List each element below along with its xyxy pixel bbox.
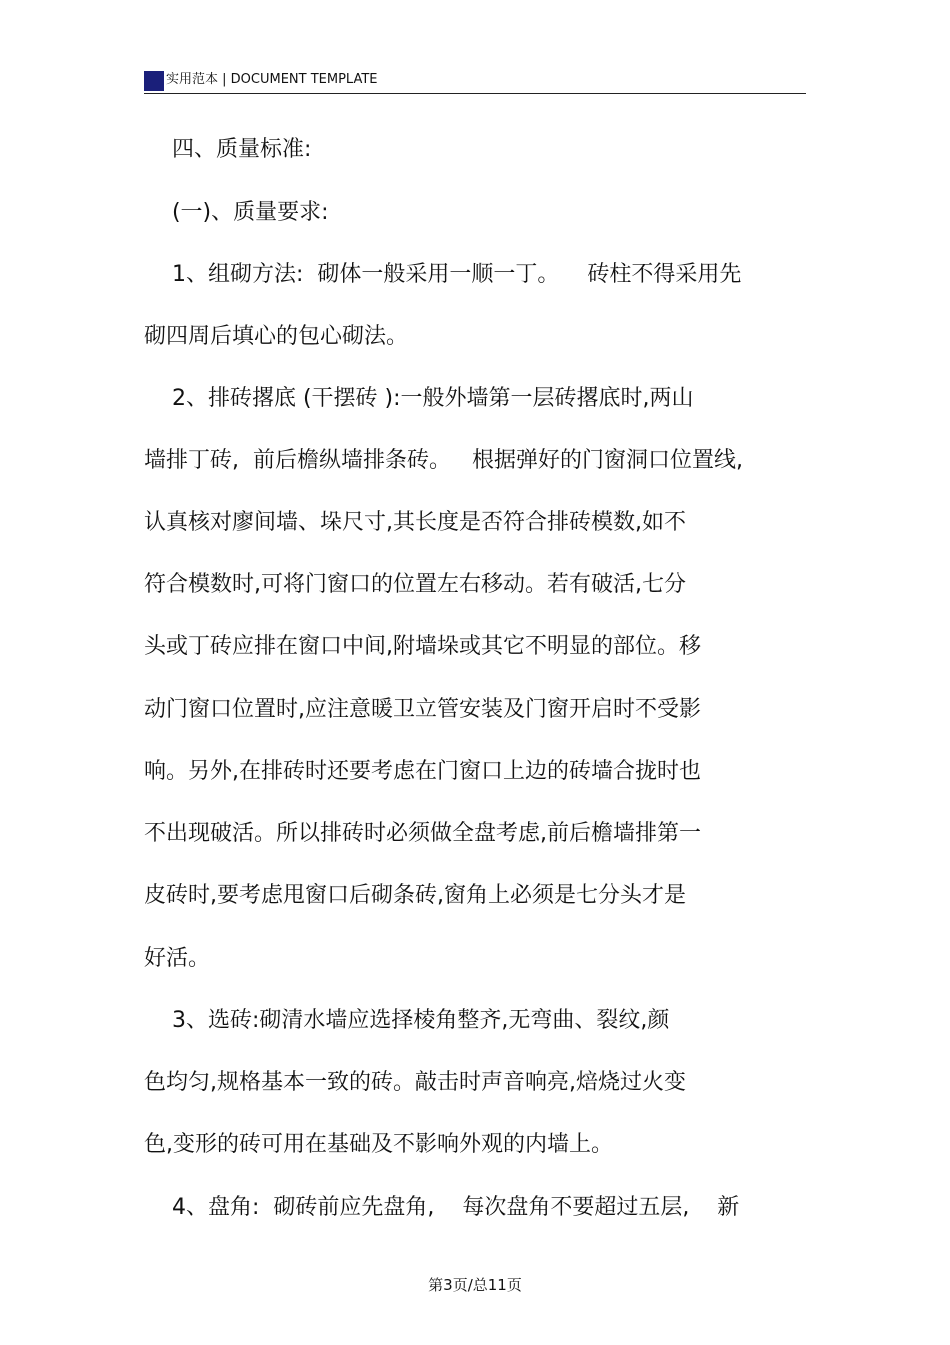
body-text-line: 符合模数时,可将门窗口的位置左右移动。若有破活,七分 [144, 572, 686, 597]
body-text-line: 4、盘角: 砌砖前应先盘角, 每次盘角不要超过五层, 新 [144, 1195, 740, 1220]
body-text-line: 动门窗口位置时,应注意暖卫立管安装及门窗开启时不受影 [144, 697, 701, 722]
body-text-line: 响。另外,在排砖时还要考虑在门窗口上边的砖墙合拢时也 [144, 759, 701, 784]
body-text-line: 不出现破活。所以排砖时必须做全盘考虑,前后檐墙排第一 [144, 821, 701, 846]
body-text-line: 墙排丁砖, 前后檐纵墙排条砖。 根据弹好的门窗洞口位置线, [144, 448, 743, 473]
body-text-line: 认真核对廖间墙、垛尺寸,其长度是否符合排砖模数,如不 [144, 510, 686, 535]
body-text-line: 3、选砖:砌清水墙应选择棱角整齐,无弯曲、裂纹,颜 [144, 1008, 670, 1033]
body-text-line: 皮砖时,要考虑甩窗口后砌条砖,窗角上必须是七分头才是 [144, 883, 686, 908]
body-text-line: 四、质量标准: [144, 137, 312, 162]
body-text-line: 色均匀,规格基本一致的砖。敲击时声音响亮,焙烧过火变 [144, 1070, 686, 1095]
header-logo-square [144, 71, 164, 91]
body-text-line: 1、组砌方法: 砌体一般采用一顺一丁。 砖柱不得采用先 [144, 262, 742, 287]
body-text-line: 砌四周后填心的包心砌法。 [144, 324, 409, 349]
header-divider [144, 93, 806, 94]
body-text-line: (一)、质量要求: [144, 200, 329, 225]
header-title: 实用范本 | DOCUMENT TEMPLATE [166, 72, 378, 87]
body-text-line: 2、排砖撂底 (干摆砖 ):一般外墙第一层砖撂底时,两山 [144, 386, 694, 411]
body-text-line: 好活。 [144, 946, 211, 971]
page-number: 第3页/总11页 [428, 1276, 522, 1294]
body-text-line: 色,变形的砖可用在基础及不影响外观的内墙上。 [144, 1132, 613, 1157]
body-text-line: 头或丁砖应排在窗口中间,附墙垛或其它不明显的部位。移 [144, 634, 701, 659]
page-header [144, 68, 806, 94]
